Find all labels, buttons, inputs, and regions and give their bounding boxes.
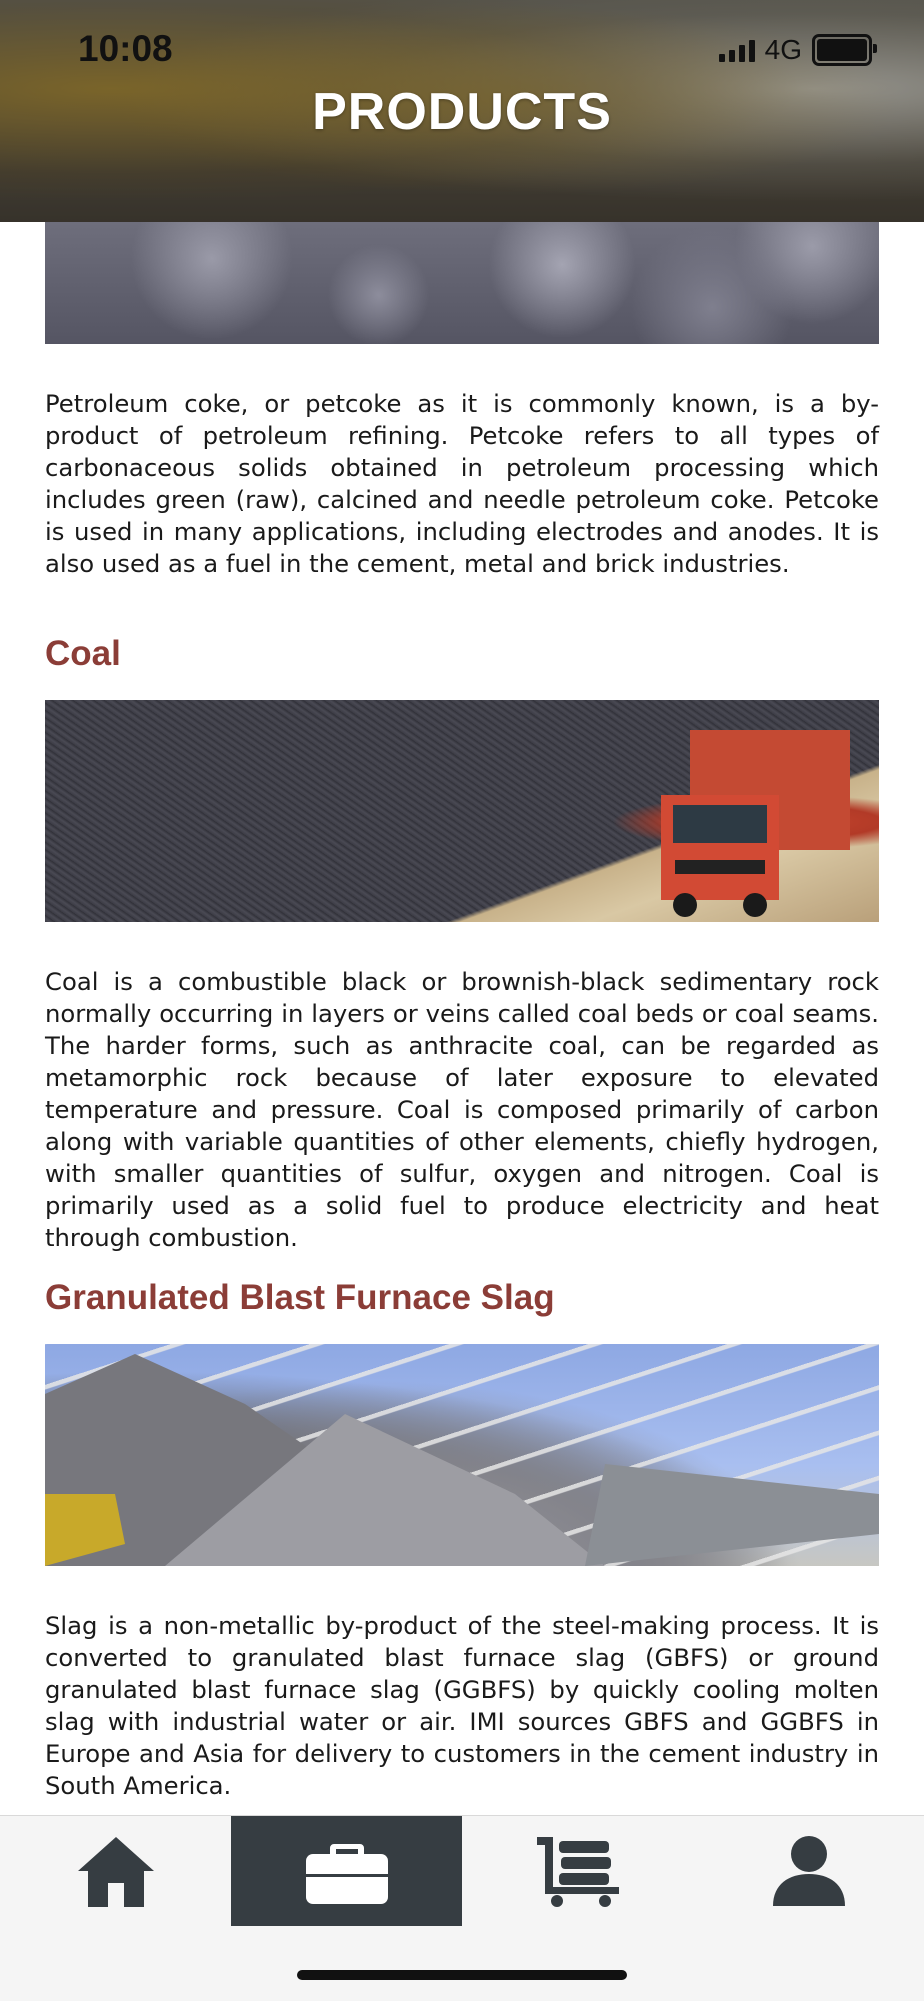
slag-description: Slag is a non-metallic by-product of the steel-making process. It is converted to granulated blast furnace slag (GBFS) or ground granulated blast furnace slag (GGBFS) by quickly cooling molten slag with industrial water or air. IMI sources GBFS and GGBFS in Europe and Asia for delivery to customers in the cement industry in South America. <box>45 1611 879 1800</box>
page-title: PRODUCTS <box>312 83 612 141</box>
coal-heading: Coal <box>45 634 121 673</box>
petroleum-coke-image <box>45 222 879 344</box>
network-type: 4G <box>764 34 802 65</box>
tab-products[interactable] <box>231 1816 462 1926</box>
person-icon <box>769 1834 849 1908</box>
slag-conveyor-image <box>45 1344 879 1566</box>
tab-profile[interactable] <box>693 1816 924 1926</box>
tab-home[interactable] <box>0 1816 231 1926</box>
battery-icon <box>812 34 872 66</box>
slag-heading: Granulated Blast Furnace Slag <box>45 1278 555 1317</box>
coal-description: Coal is a combustible black or brownish-black sedimentary rock normally occurring in layers or veins called coal beds or coal seams. The harder forms, such as anthracite coal, can be regarded as metamorphic rock because of later exposure to elevated temperature and pressure. Coal is composed primarily of carbon along with variable quantities of other elements, chiefly hydrogen, with smaller quantities of sulfur, oxygen and nitrogen. Coal is primarily used as a solid fuel to produce electricity and heat through combustion. <box>45 967 879 1252</box>
home-icon <box>76 1833 156 1909</box>
briefcase-icon <box>304 1834 390 1908</box>
header-banner <box>0 0 924 222</box>
tab-cart[interactable] <box>462 1816 693 1926</box>
slag-conveyor-illustration <box>45 1344 879 1566</box>
status-time: 10:08 <box>78 28 173 69</box>
coal-truck-image <box>45 700 879 922</box>
signal-icon <box>719 38 755 62</box>
status-indicators <box>719 34 872 66</box>
home-indicator[interactable] <box>297 1970 627 1980</box>
petroleum-coke-description: Petroleum coke, or petcoke as it is commonly known, is a by-product of petroleum refining. Petcoke refers to all types of carbonaceous solids obtained in petroleum processing which includes green (raw), calcined and needle petroleum coke. Petcoke is used in many applications, including electrodes and anodes. It is also used as a fuel in the cement, metal and brick industries. <box>45 389 879 578</box>
coal-truck-illustration <box>45 700 879 922</box>
cart-icon <box>535 1835 621 1907</box>
